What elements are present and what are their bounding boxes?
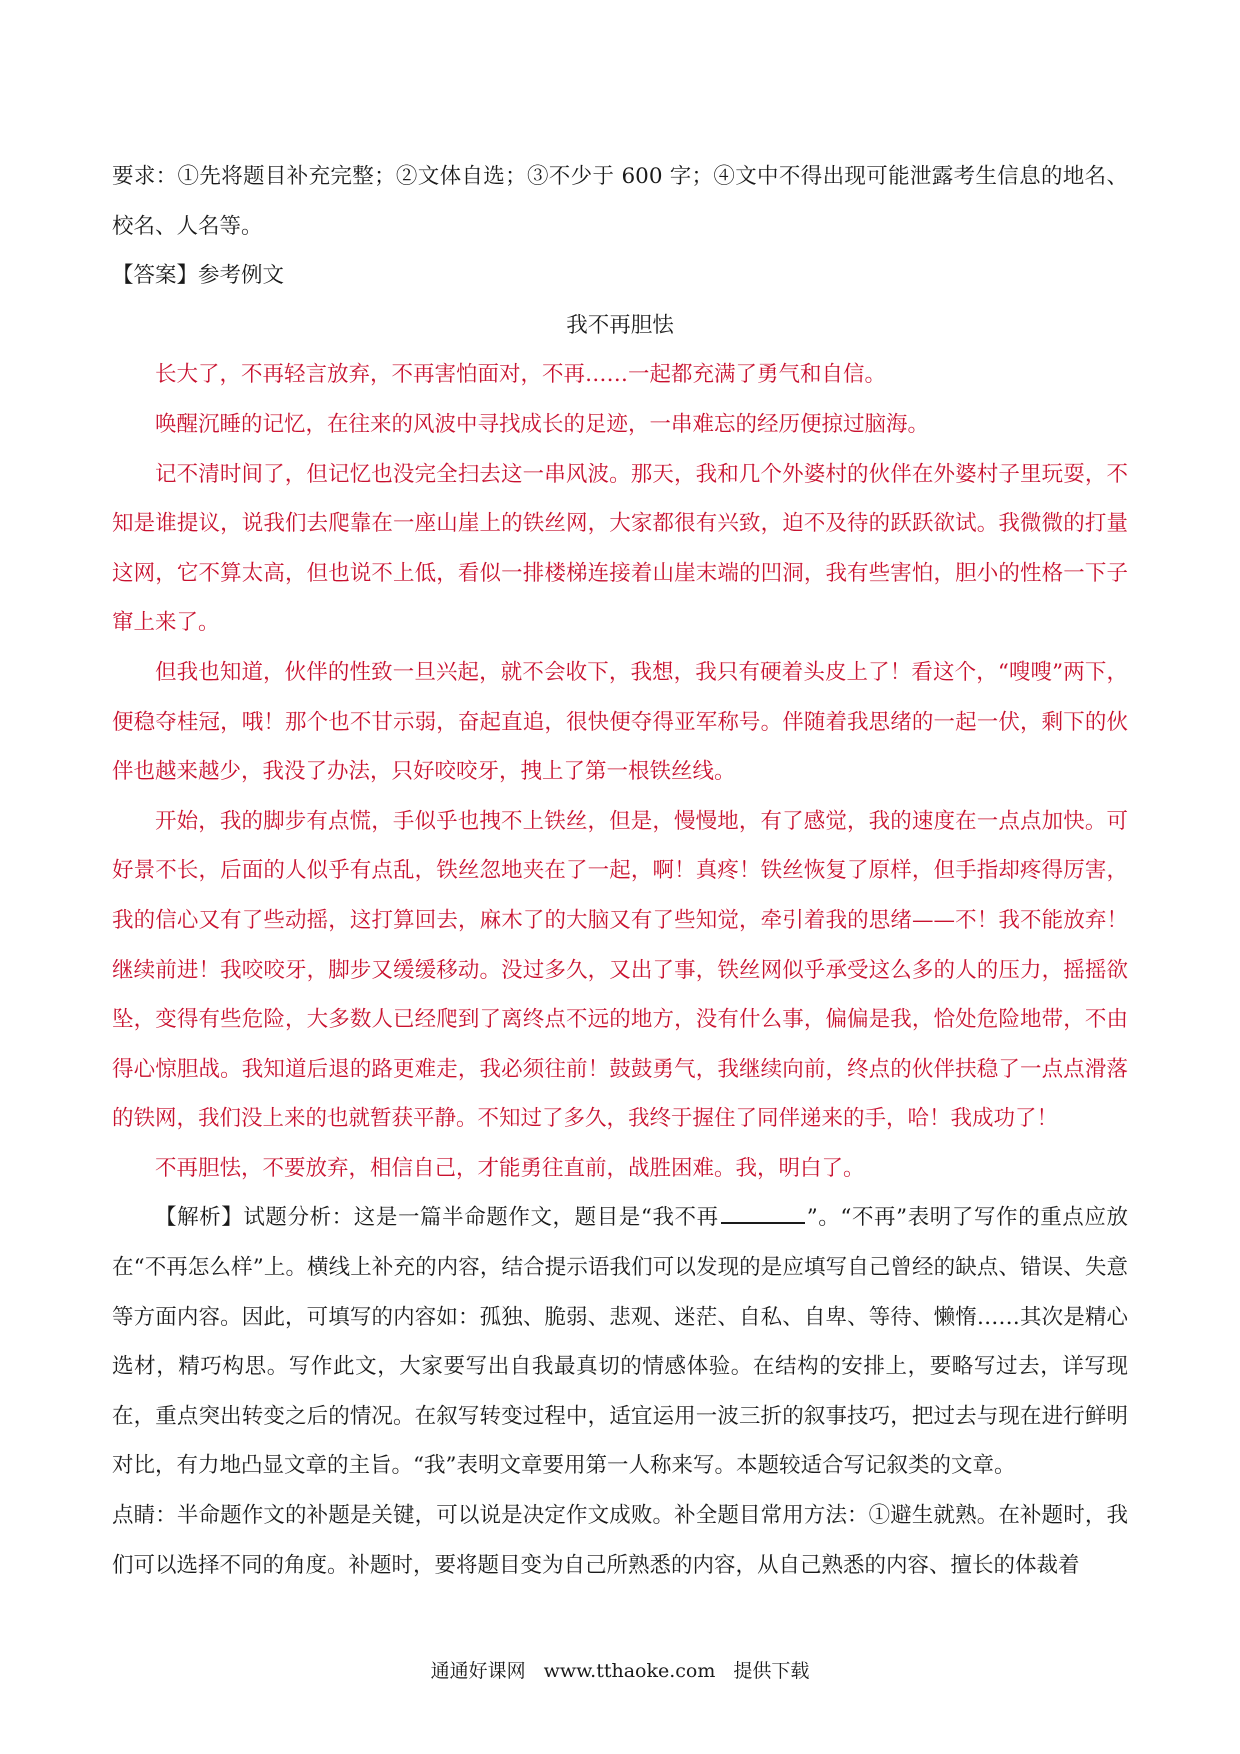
answer-label: 参考例文	[198, 263, 285, 289]
essay-paragraph-5: 开始，我的脚步有点慌，手似乎也拽不上铁丝，但是，慢慢地，有了感觉，我的速度在一点点加快。可好景不长，后面的人似乎有点乱，铁丝忽地夹在了一起，啊！真疼！铁丝恢复了原样，但手指却疼得厉害，我的信心又有了些动摇，这打算回去，麻木了的大脑又有了些知觉，牵引着我的思绪——不！我不能放弃！继续前进！我咬咬牙，脚步又缓缓移动。没过多久，又出了事，铁丝网似乎承受这么多的人的压力，摇摇欲坠，变得有些危险，大多数人已经爬到了离终点不远的地方，没有什么事，偏偏是我，恰处危险地带，不由得心惊胆战。我知道后退的路更难走，我必须往前！鼓鼓勇气，我继续向前，终点的伙伴扶稳了一点点滑落的铁网，我们没上来的也就暂获平静。不知过了多久，我终于握住了同伴递来的手，哈！我成功了！	[112, 808, 1128, 1132]
requirement-paragraph	[112, 152, 1128, 251]
analysis-paragraph	[112, 1193, 1128, 1491]
footer-url: www.tthaoke.com	[543, 1660, 716, 1682]
answer-heading	[112, 251, 1128, 301]
footer-site-name: 通通好课网	[430, 1660, 526, 1682]
essay-paragraph-4: 但我也知道，伙伴的性致一旦兴起，就不会收下，我想，我只有硬着头皮上了！看这个，“嗖嗖”两下，便稳夺桂冠，哦！那个也不甘示弱，奋起直追，很快便夺得亚军称号。伴随着我思绪的一起一伏，剩下的伙伴也越来越少，我没了办法，只好咬咬牙，拽上了第一根铁丝线。	[112, 659, 1128, 785]
answer-tag: 【答案】	[112, 263, 199, 289]
requirement-text: ①先将题目补充完整；②文体自选；③不少于 600 字；④文中不得出现可能泄露考生信息的地名、校名、人名等。	[112, 164, 1128, 239]
essay-paragraph-2: 唤醒沉睡的记忆，在往来的风波中寻找成长的足迹，一串难忘的经历便掠过脑海。	[155, 411, 930, 437]
essay-paragraph-3: 记不清时间了，但记忆也没完全扫去这一串风波。那天，我和几个外婆村的伙伴在外婆村子里玩耍，不知是谁提议，说我们去爬靠在一座山崖上的铁丝网，大家都很有兴致，迫不及待的跃跃欲试。我微微的打量这网，它不算太高，但也说不上低，看似一排楼梯连接着山崖末端的凹洞，我有些害怕，胆小的性格一下子窜上来了。	[112, 461, 1128, 636]
dianjing-paragraph: 点睛：半命题作文的补题是关键，可以说是决定作文成败。补全题目常用方法：①避生就熟。在补题时，我们可以选择不同的角度。补题时，要将题目变为自己所熟悉的内容，从自己熟悉的内容、擅长的体裁着	[112, 1503, 1128, 1578]
essay-title: 我不再胆怯	[566, 312, 674, 338]
requirement-label: 要求：	[112, 164, 178, 189]
footer-suffix: 提供下载	[733, 1660, 810, 1682]
page-footer	[0, 1656, 1240, 1683]
essay-paragraph-6: 不再胆怯，不要放弃，相信自己，才能勇往直前，战胜困难。我，明白了。	[155, 1155, 865, 1181]
analysis-tag: 【解析】	[155, 1205, 244, 1231]
analysis-text-after-blank: ”。“不再”表明了写作的重点应放在“不再怎么样”上。横线上补充的内容，结合提示语我们可以发现的是应填写自己曾经的缺点、错误、失意等方面内容。因此，可填写的内容如：孤独、脆弱、悲观、迷茫、自私、自卑、等待、懒惰……其次是精心选材，精巧构思。写作此文，大家要写出自我最真切的情感体验。在结构的安排上，要略写过去，详写现在，重点突出转变之后的情况。在叙写转变过程中，适宜运用一波三折的叙事技巧，把过去与现在进行鲜明对比，有力地凸显文章的主旨。“我”表明文章要用第一人称来写。本题较适合写记叙类的文章。	[112, 1205, 1128, 1479]
essay-paragraph-1: 长大了，不再轻言放弃，不再害怕面对，不再……一起都充满了勇气和自信。	[155, 362, 887, 388]
title-blank-line	[721, 1200, 805, 1224]
document-content	[112, 152, 1128, 1590]
analysis-text-before-blank: 试题分析：这是一篇半命题作文，题目是“我不再	[243, 1205, 719, 1231]
